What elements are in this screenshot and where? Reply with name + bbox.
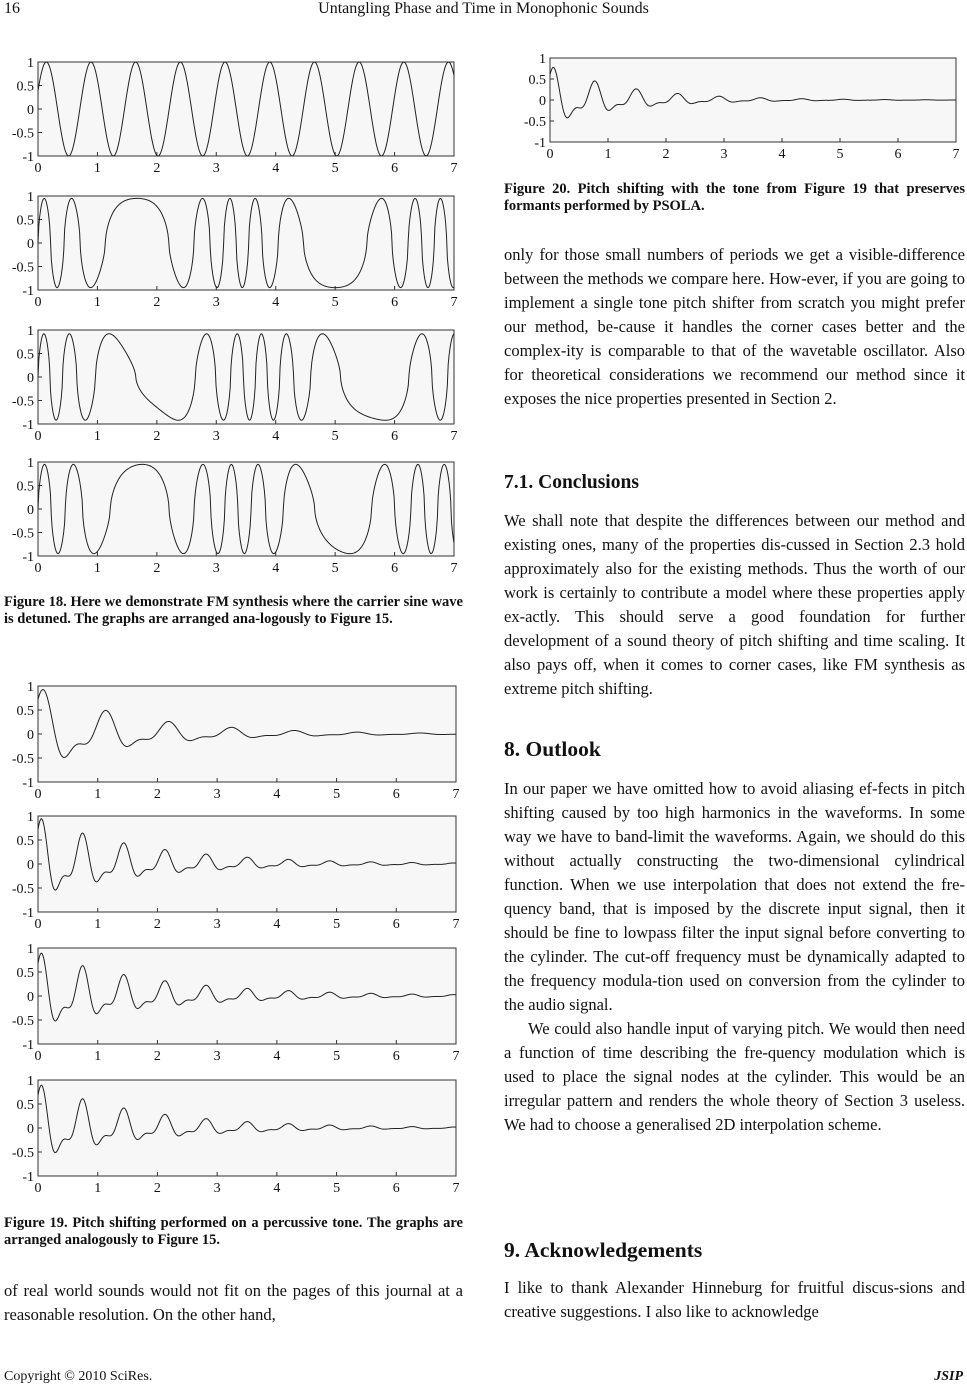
figure19-caption: Figure 19. Pitch shifting performed on a percussive tone. The graphs are arranged analogously to Figure 15. [4, 1215, 463, 1248]
waveform-chart [0, 810, 460, 932]
y-tick-label: 0.5 [16, 347, 34, 363]
y-tick-label: 0 [27, 1122, 34, 1137]
paragraph: only for those small numbers of periods we get a visible-difference between the methods we compare here. How-ever, if you are going to implement a single tone pitch shifter from scratch you might prefer our method, be-cause it handles the corner cases better and the complex-ity is comparable to that of the wavetable oscillator. Also for theoretical considerations we recommend our method since it exposes the nice properties presented in Section 2. [504, 245, 965, 408]
paragraph: We could also handle input of varying pitch. We would then need a function of time describing the fre-quency modulation which is used to place the signal nodes at the cylinder. This would be an irregular pattern and renders the whole theory of Section 3 useless. We had to choose a generalised 2D interpolation scheme. [504, 1019, 965, 1134]
x-tick-label: 0 [546, 147, 554, 162]
y-tick-label: -1 [22, 776, 34, 791]
waveform-chart [0, 942, 460, 1064]
plot-fig19a [0, 680, 460, 802]
x-tick-label: 0 [34, 161, 42, 176]
x-tick-label: 3 [213, 1181, 221, 1196]
section-7-1-text [504, 509, 965, 701]
waveform-chart [0, 680, 460, 802]
figure20-caption: Figure 20. Pitch shifting with the tone from Figure 19 that preserves formants performed by PSOLA. [504, 181, 965, 214]
y-tick-label: -0.5 [11, 260, 34, 276]
figure18-caption: Figure 18. Here we demonstrate FM synthesis where the carrier sine wave is detuned. The graphs are arranged ana-logously to Figure 15. [4, 594, 463, 627]
x-tick-label: 6 [392, 1049, 400, 1064]
page-number: 16 [4, 0, 20, 17]
y-tick-label: 1 [27, 680, 34, 695]
x-tick-label: 4 [273, 1181, 281, 1196]
y-tick-label: 0 [27, 728, 34, 743]
waveform-chart [0, 56, 458, 176]
plot-fig20 [512, 52, 960, 162]
x-tick-label: 5 [333, 1049, 341, 1064]
x-tick-label: 6 [391, 429, 399, 444]
plot-area [38, 1080, 456, 1176]
x-tick-label: 0 [34, 1181, 42, 1196]
x-tick-label: 4 [272, 561, 280, 576]
x-tick-label: 0 [34, 295, 42, 310]
paragraph: of real world sounds would not fit on the pages of this journal at a reasonable resolution. On the other hand, [4, 1281, 463, 1324]
plot-fig18d [0, 456, 458, 576]
x-tick-label: 3 [212, 295, 220, 310]
y-tick-label: -0.5 [11, 126, 34, 142]
y-tick-label: -0.5 [11, 526, 34, 542]
x-tick-label: 1 [604, 147, 612, 162]
x-tick-label: 0 [34, 787, 42, 802]
y-tick-label: -1 [22, 150, 34, 165]
x-tick-label: 4 [272, 161, 280, 176]
plot-fig19d [0, 1074, 460, 1196]
plot-area [38, 816, 456, 912]
y-tick-label: 0 [27, 990, 34, 1005]
x-tick-label: 5 [331, 429, 339, 444]
y-tick-label: 1 [27, 942, 34, 957]
x-tick-label: 0 [34, 561, 42, 576]
paragraph: In our paper we have omitted how to avoid aliasing ef-fects in pitch shifting caused by too high harmonics in the waveforms. In some way we have to band-limit the waveforms. Again, we should do this without actually constructing the two-dimensional cylindrical function. When we use interpolation that does not extend the fre-quency band, that is imposed by the discrete input signal, then it should be fine to lowpass filter the input signal before converting to the cylinder. The cut-off frequency must be dynamically adapted to the frequency modula-tion used on conversion from the cylinder to the audio signal. [504, 779, 965, 1014]
y-tick-label: 1 [27, 324, 34, 339]
x-tick-label: 7 [952, 147, 960, 162]
y-tick-label: 0.5 [16, 213, 34, 229]
y-tick-label: 0.5 [16, 1098, 34, 1113]
plot-fig18a [0, 56, 458, 176]
y-tick-label: -0.5 [11, 1146, 34, 1161]
plot-fig19c [0, 942, 460, 1064]
waveform-chart [0, 456, 458, 576]
x-tick-label: 7 [452, 1049, 460, 1064]
x-tick-label: 1 [93, 429, 101, 444]
plot-fig18b [0, 190, 458, 310]
waveform-chart [0, 1074, 460, 1196]
x-tick-label: 2 [153, 1049, 161, 1064]
y-tick-label: 0 [27, 103, 34, 118]
x-tick-label: 3 [212, 161, 220, 176]
waveform-chart [0, 190, 458, 310]
x-tick-label: 6 [392, 1181, 400, 1196]
x-tick-label: 7 [452, 917, 460, 932]
y-tick-label: 0 [27, 237, 34, 252]
x-tick-label: 3 [213, 1049, 221, 1064]
plot-area [38, 948, 456, 1044]
section-heading-8: 8. Outlook [504, 737, 601, 761]
x-tick-label: 7 [452, 1181, 460, 1196]
x-tick-label: 5 [333, 787, 341, 802]
x-tick-label: 7 [450, 295, 458, 310]
x-tick-label: 6 [391, 161, 399, 176]
y-tick-label: -1 [534, 136, 546, 151]
x-tick-label: 0 [34, 429, 42, 444]
x-tick-label: 1 [94, 1049, 102, 1064]
x-tick-label: 1 [94, 787, 102, 802]
x-tick-label: 6 [391, 295, 399, 310]
x-tick-label: 5 [331, 561, 339, 576]
left-continuation-text [4, 1279, 463, 1327]
x-tick-label: 7 [450, 429, 458, 444]
x-tick-label: 7 [450, 161, 458, 176]
y-tick-label: -0.5 [523, 115, 546, 130]
right-paragraph-1 [504, 243, 965, 411]
plot-fig18c [0, 324, 458, 444]
y-tick-label: 1 [27, 56, 34, 71]
x-tick-label: 1 [94, 1181, 102, 1196]
x-tick-label: 0 [34, 1049, 42, 1064]
y-tick-label: 1 [27, 456, 34, 471]
section-8-text [504, 777, 965, 1137]
y-tick-label: 1 [539, 52, 546, 67]
x-tick-label: 5 [333, 1181, 341, 1196]
plot-fig19b [0, 810, 460, 932]
section-9-text [504, 1276, 965, 1324]
x-tick-label: 2 [153, 787, 161, 802]
x-tick-label: 2 [153, 161, 161, 176]
x-tick-label: 4 [273, 917, 281, 932]
section-heading-9: 9. Acknowledgements [504, 1238, 703, 1262]
x-tick-label: 1 [94, 917, 102, 932]
x-tick-label: 4 [272, 429, 280, 444]
x-tick-label: 3 [212, 561, 220, 576]
x-tick-label: 2 [153, 561, 161, 576]
y-tick-label: 0.5 [16, 966, 34, 981]
x-tick-label: 5 [331, 295, 339, 310]
x-tick-label: 1 [93, 161, 101, 176]
y-tick-label: 1 [27, 810, 34, 825]
footer-copyright: Copyright © 2010 SciRes. [4, 1369, 153, 1384]
x-tick-label: 3 [213, 787, 221, 802]
x-tick-label: 3 [213, 917, 221, 932]
plot-area [38, 462, 454, 556]
x-tick-label: 6 [894, 147, 902, 162]
x-tick-label: 0 [34, 917, 42, 932]
y-tick-label: 0.5 [16, 834, 34, 849]
y-tick-label: -1 [22, 418, 34, 433]
running-title: Untangling Phase and Time in Monophonic Sounds [318, 0, 649, 17]
x-tick-label: 6 [392, 917, 400, 932]
x-tick-label: 4 [273, 787, 281, 802]
x-tick-label: 5 [331, 161, 339, 176]
x-tick-label: 2 [153, 1181, 161, 1196]
footer-journal: JSIP [934, 1369, 963, 1384]
x-tick-label: 1 [93, 295, 101, 310]
x-tick-label: 2 [153, 429, 161, 444]
y-tick-label: -1 [22, 550, 34, 565]
y-tick-label: -0.5 [11, 1014, 34, 1029]
paragraph: We shall note that despite the differences between our method and existing ones, many of the properties dis-cussed in Section 2.3 hold approximately also for the existing methods. Thus the worth of our work is certainly to contribute a model where these properties apply ex-actly. This should serve a good foundation for further development of a sound theory of pitch shifting and time scaling. It also pays off, when it comes to corner cases, like FM synthesis as extreme pitch shifting. [504, 511, 965, 698]
plot-area [38, 62, 454, 156]
waveform-chart [0, 324, 458, 444]
x-tick-label: 3 [720, 147, 728, 162]
x-tick-label: 3 [212, 429, 220, 444]
x-tick-label: 4 [272, 295, 280, 310]
y-tick-label: -1 [22, 284, 34, 299]
paragraph: I like to thank Alexander Hinneburg for fruitful discus-sions and creative suggestions. I also like to acknowledge [504, 1278, 965, 1321]
y-tick-label: 0 [539, 94, 546, 109]
y-tick-label: 1 [27, 190, 34, 205]
y-tick-label: -1 [22, 1170, 34, 1185]
x-tick-label: 6 [391, 561, 399, 576]
x-tick-label: 7 [452, 787, 460, 802]
y-tick-label: -1 [22, 906, 34, 921]
y-tick-label: 0.5 [16, 704, 34, 719]
x-tick-label: 4 [273, 1049, 281, 1064]
y-tick-label: -1 [22, 1038, 34, 1053]
y-tick-label: 0 [27, 371, 34, 386]
x-tick-label: 7 [450, 561, 458, 576]
x-tick-label: 6 [392, 787, 400, 802]
x-tick-label: 2 [153, 295, 161, 310]
y-tick-label: 0 [27, 858, 34, 873]
x-tick-label: 5 [836, 147, 844, 162]
section-heading-7-1: 7.1. Conclusions [504, 472, 639, 493]
waveform-chart [512, 52, 960, 162]
x-tick-label: 4 [778, 147, 786, 162]
y-tick-label: 1 [27, 1074, 34, 1089]
y-tick-label: -0.5 [11, 752, 34, 767]
y-tick-label: 0.5 [16, 79, 34, 95]
y-tick-label: 0 [27, 503, 34, 518]
y-tick-label: 0.5 [528, 73, 546, 88]
x-tick-label: 2 [153, 917, 161, 932]
y-tick-label: -0.5 [11, 882, 34, 897]
x-tick-label: 1 [93, 561, 101, 576]
y-tick-label: 0.5 [16, 479, 34, 495]
y-tick-label: -0.5 [11, 394, 34, 410]
x-tick-label: 5 [333, 917, 341, 932]
x-tick-label: 2 [662, 147, 670, 162]
